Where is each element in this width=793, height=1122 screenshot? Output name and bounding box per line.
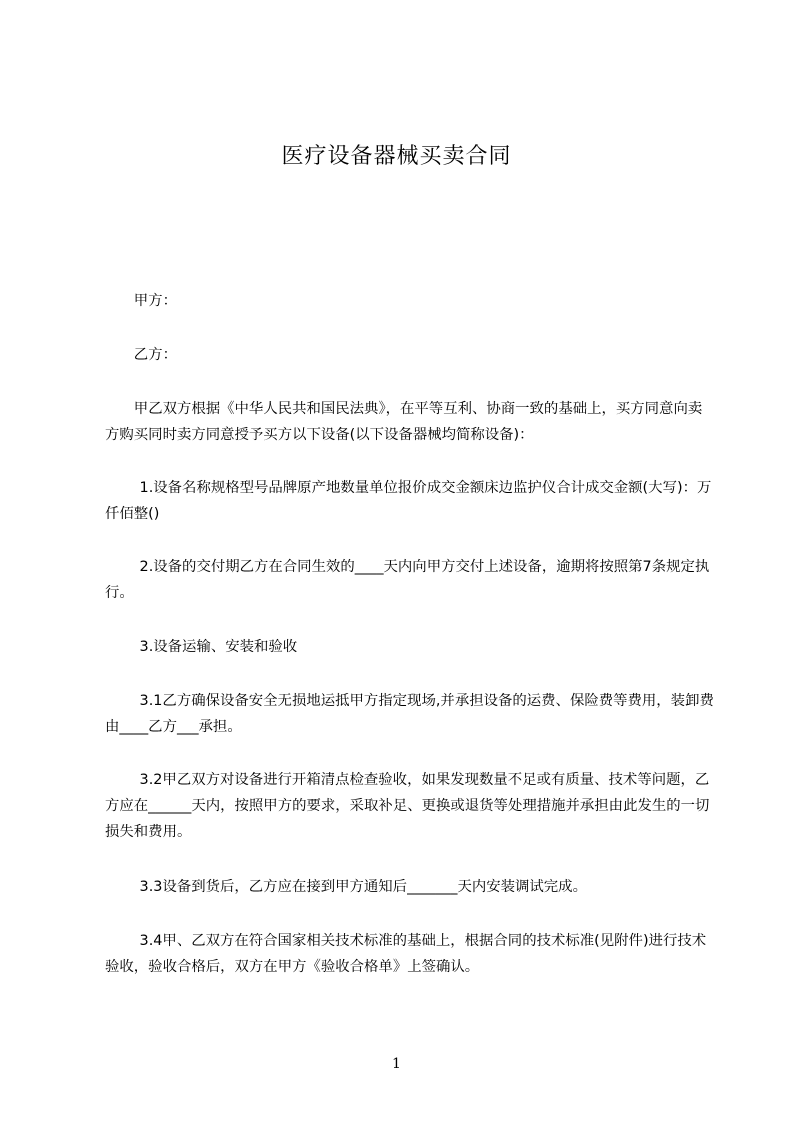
intro-paragraph: 甲乙双方根据《中华人民共和国民法典》，在平等互利、协商一致的基础上，买方同意向卖方购买同时卖方同意授予买方以下设备(以下设备器械均简称设备)：	[105, 401, 703, 443]
clause-3-heading: 3.设备运输、安装和验收	[139, 639, 298, 655]
party-b-line: 乙方：	[133, 347, 177, 363]
clause-3-4-acceptance: 3.4甲、乙双方在符合国家相关技术标准的基础上，根据合同的技术标准(见附件)进行技术验收，验收合格后，双方在甲方《验收合格单》上签确认。	[105, 933, 707, 975]
clause-3-1-transport: 3.1乙方确保设备安全无损地运抵甲方指定现场,并承担设备的运费、保险费等费用，装卸费由____乙方___承担。	[105, 693, 714, 735]
clause-2-delivery: 2.设备的交付期乙方在合同生效的____天内向甲方交付上述设备，逾期将按照第7条规定执行。	[105, 559, 710, 601]
page-number: 1	[392, 1056, 401, 1072]
party-a-line: 甲方：	[133, 293, 177, 309]
clause-3-2-inspection: 3.2甲乙双方对设备进行开箱清点检查验收，如果发现数量不足或有质量、技术等问题，乙方应在______天内，按照甲方的要求，采取补足、更换或退货等处理措施并承担由此发生的一切损失和费用。	[105, 772, 710, 840]
clause-1-equipment-list: 1.设备名称规格型号品牌原产地数量单位报价成交金额床边监护仪合计成交金额(大写)：万仟佰整()	[105, 480, 712, 522]
document-title: 医疗设备器械买卖合同	[281, 144, 512, 169]
clause-3-3-installation: 3.3设备到货后，乙方应在接到甲方通知后_______天内安装调试完成。	[139, 879, 587, 895]
